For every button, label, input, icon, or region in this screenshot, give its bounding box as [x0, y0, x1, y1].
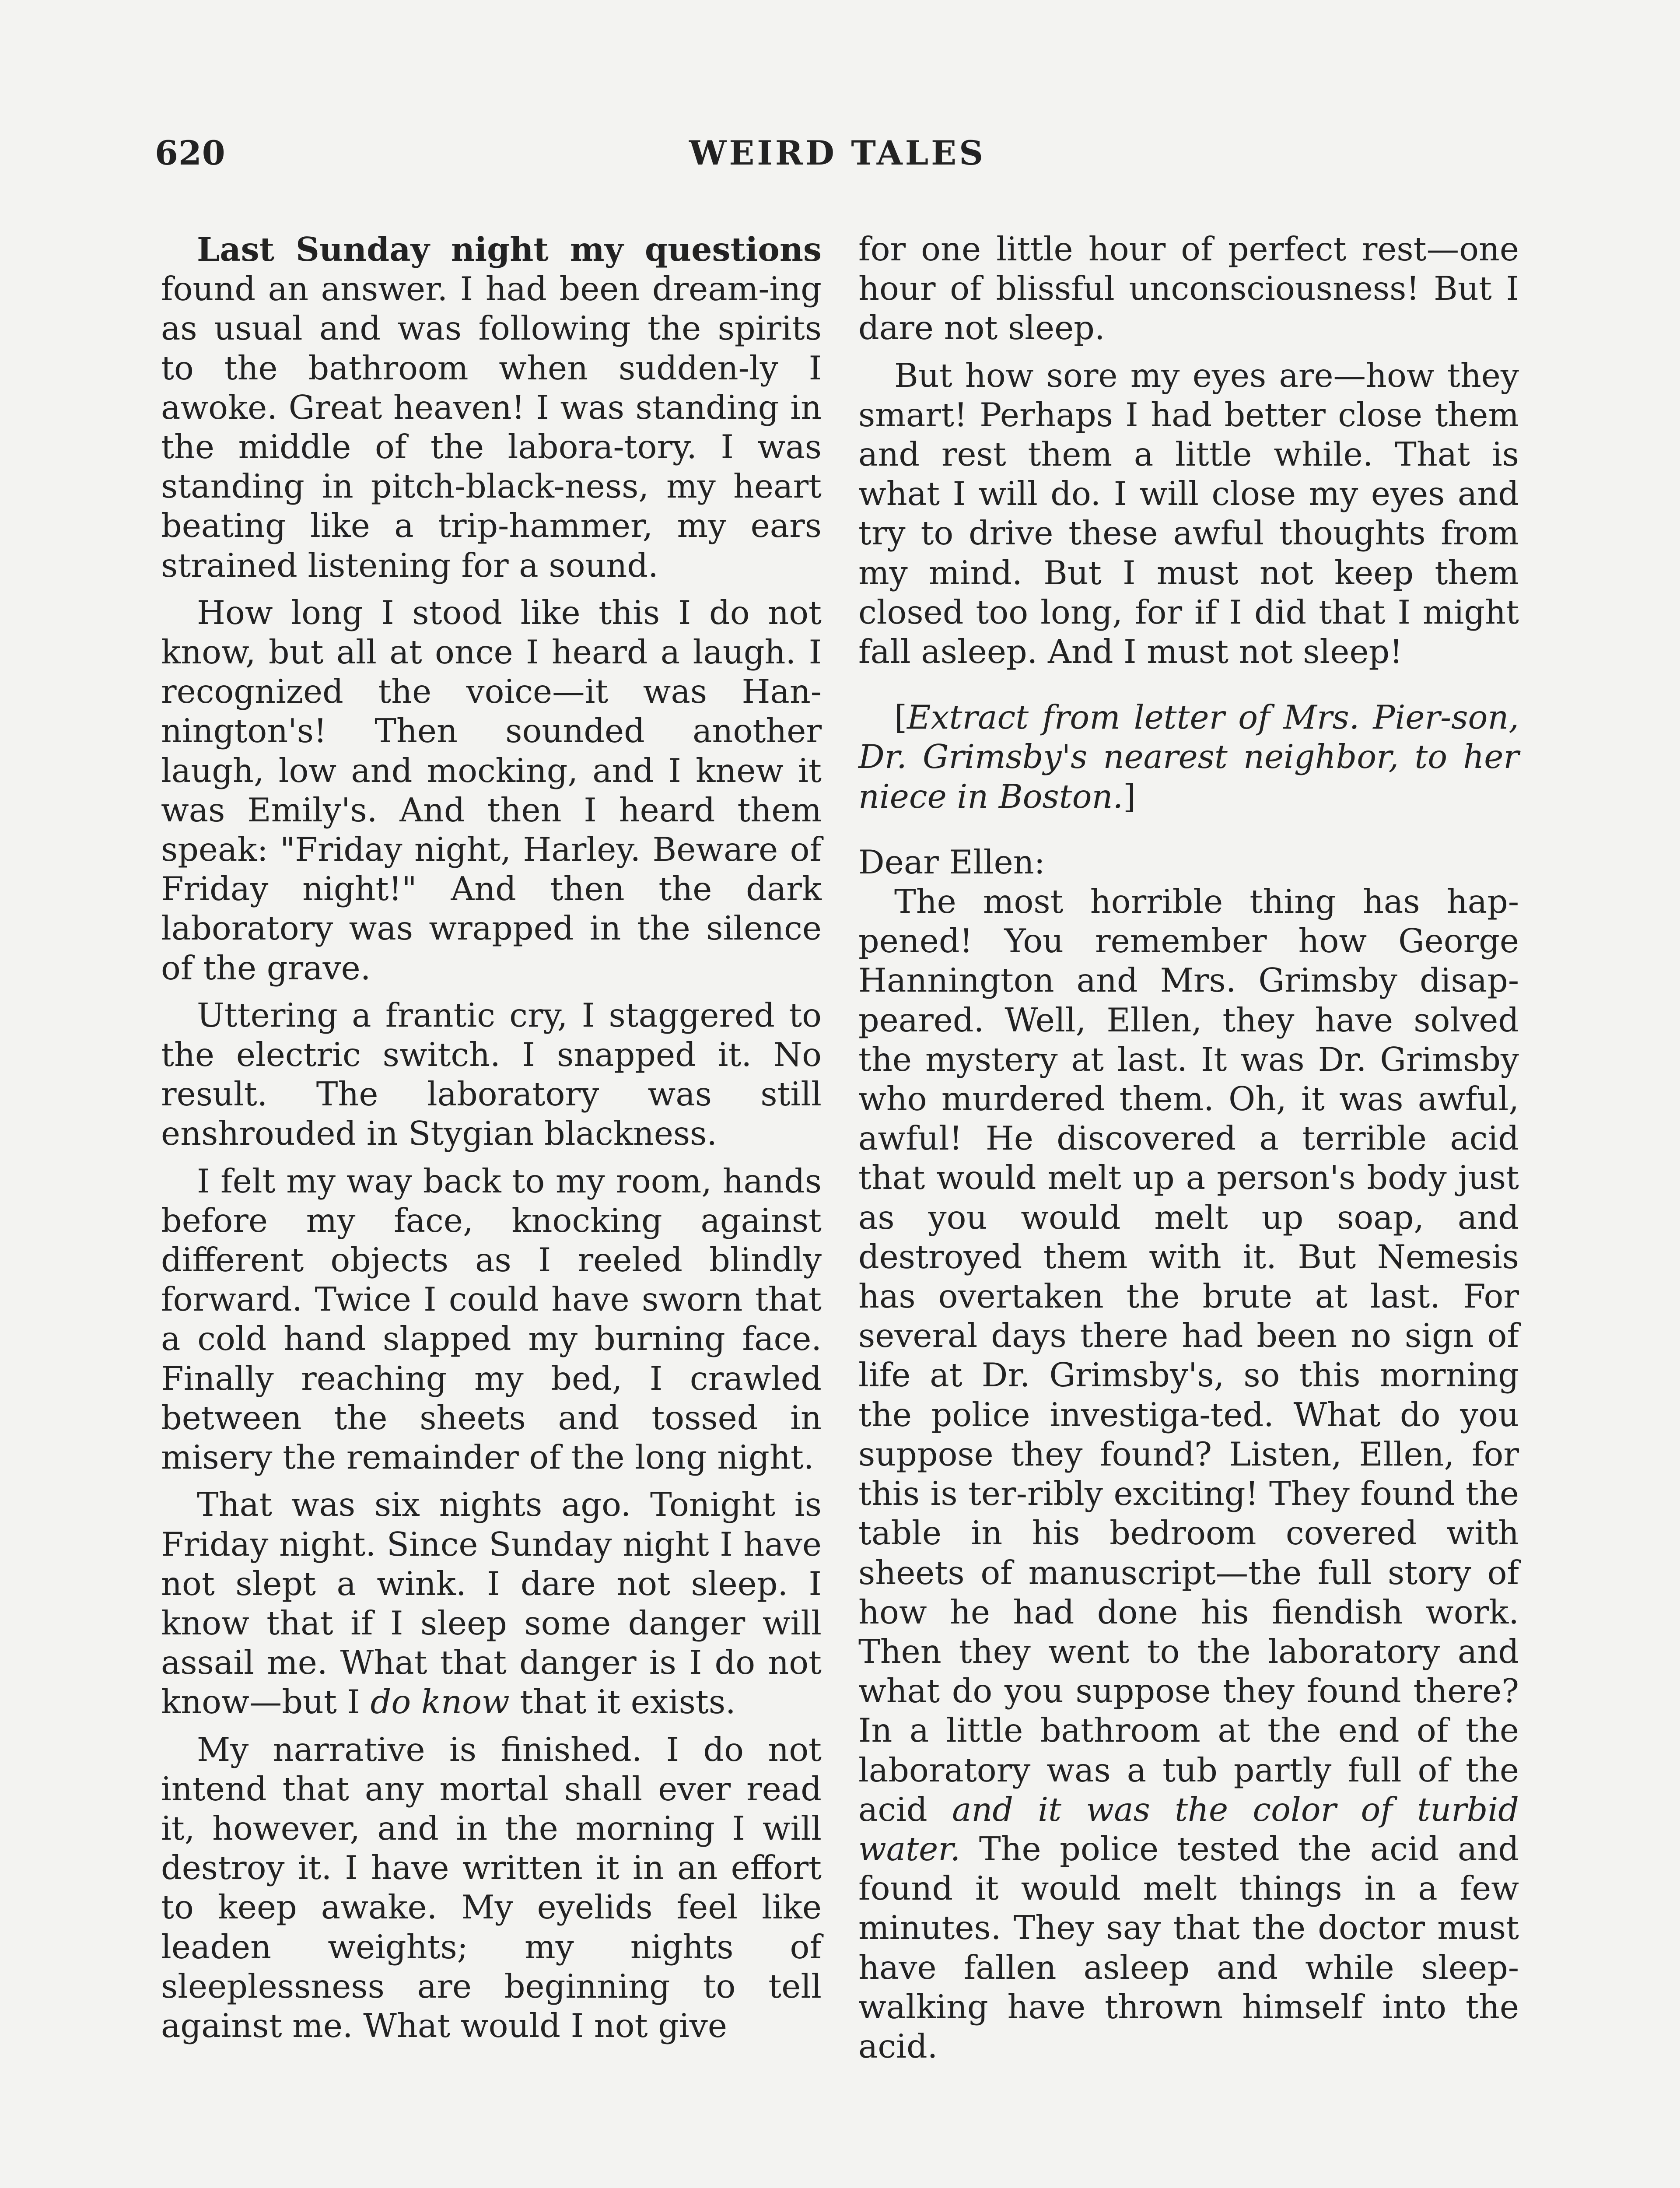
paragraph	[858, 882, 1519, 2066]
paragraph-text: That was six nights ago. Tonight is Friday night. Since Sunday night I have not slept a wink. I dare not sleep. I know that if I sleep some danger will assail me. What that danger is I do not know—but I	[161, 1486, 822, 1722]
extract-note	[858, 698, 1519, 817]
paragraph: My narrative is finished. I do not intend that any mortal shall ever read it, however, and in the morning I will destroy it. I have written it in an effort to keep awake. My eyelids feel like leaden weights; my nights of sleeplessness are beginning to tell against me. What would I not give	[161, 1730, 822, 2045]
paragraph: I felt my way back to my room, hands before my face, knocking against different objects as I reeled blindly forward. Twice I could have sworn that a cold hand slapped my burning face. Finally reaching my bed, I crawled between the sheets and tossed in misery the remainder of the long night.	[161, 1162, 822, 1477]
paragraph-lead: Last Sunday night my questions	[197, 230, 822, 269]
paragraph: But how sore my eyes are—how they smart! Perhaps I had better close them and rest them a little while. That is what I will do. I will close my eyes and try to drive these awful thoughts from my mind. But I must not keep them closed too long, for if I did that I might fall asleep. And I must not sleep!	[858, 356, 1519, 671]
magazine-title: WEIRD TALES	[689, 133, 986, 172]
paragraph-text: that it exists.	[509, 1683, 736, 1722]
paragraph-text: The most horrible thing has hap-pened! You remember how George Hannington and Mrs. Grimsby disap-peared. Well, Ellen, they have solved the mystery at last. It was Dr. Grimsby who murdered them. Oh, it was awful, awful! He discovered a terrible acid that would melt up a person's body just as you would melt up soap, and destroyed them with it. But Nemesis has overtaken the brute at last. For several days there had been no sign of life at Dr. Grimsby's, so this morning the police investiga-ted. What do you suppose they found? Listen, Ellen, for this is ter-ribly exciting! They found the table in his bedroom covered with sheets of manuscript—the full story of how he had done his fiendish work. Then they went to the laboratory and what do you suppose they found there? In a little bathroom at the end of the laboratory was a tub partly full of the acid	[858, 883, 1519, 1829]
bracket-open: [	[894, 698, 907, 737]
page-number: 620	[155, 133, 226, 172]
right-column	[858, 230, 1519, 2074]
extract-text: Extract from letter of Mrs. Pier-son, Dr. Grimsby's nearest neighbor, to her niece in Boston.	[858, 698, 1519, 816]
paragraph	[161, 1485, 822, 1722]
paragraph	[161, 230, 822, 586]
paragraph: Uttering a frantic cry, I staggered to the electric switch. I snapped it. No result. The laboratory was still enshrouded in Stygian blackness.	[161, 996, 822, 1153]
left-column	[161, 230, 822, 2054]
emphasis-text: do know	[370, 1683, 510, 1722]
paragraph-text: found an answer. I had been dream-ing as usual and was following the spirits to the bathroom when sudden-ly I awoke. Great heaven! I was standing in the middle of the labora-tory. I was standing in pitch-black-ness, my heart beating like a trip-hammer, my ears strained listening for a sound.	[161, 270, 822, 585]
paragraph-text: The police tested the acid and found it would melt things in a few minutes. They say that the doctor must have fallen asleep and while sleep-walking have thrown himself into the acid.	[858, 1830, 1519, 2065]
page-header	[155, 133, 1520, 182]
emphasis-text: and it was the color of turbid water.	[858, 1790, 1519, 1868]
paragraph: How long I stood like this I do not know, but all at once I heard a laugh. I recognized the voice—it was Han-nington's! Then sounded another laugh, low and mocking, and I knew it was Emily's. And then I heard them speak: "Friday night, Harley. Beware of Friday night!" And then the dark laboratory was wrapped in the silence of the grave.	[161, 593, 822, 987]
paragraph: for one little hour of perfect rest—one hour of blissful unconsciousness! But I dare not sleep.	[858, 230, 1519, 347]
bracket-close: ]	[1123, 777, 1136, 816]
letter-salutation: Dear Ellen:	[858, 843, 1045, 881]
